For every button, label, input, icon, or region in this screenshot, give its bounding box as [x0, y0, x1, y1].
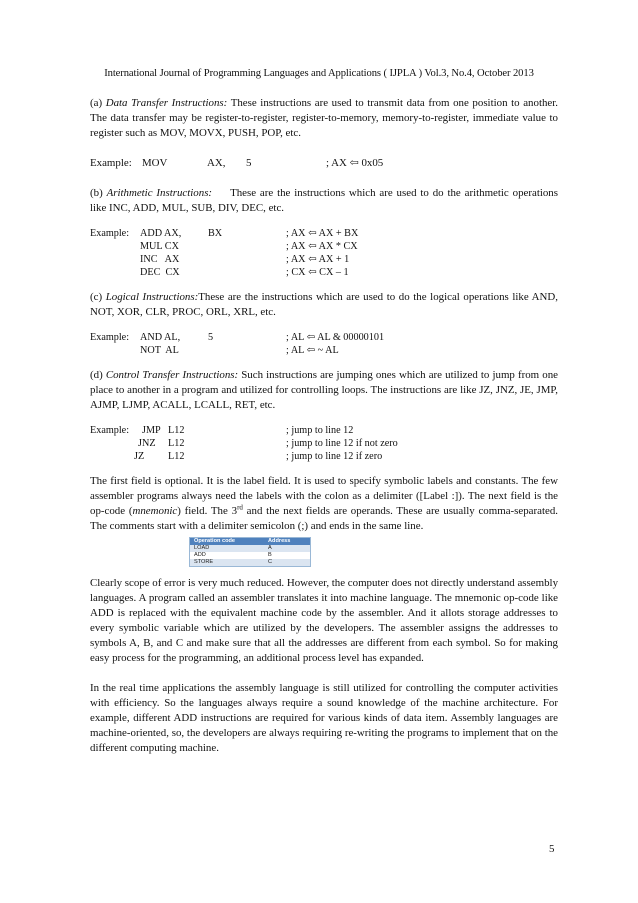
text-run: The first field is optional. It is the label field. It is used to specify symbolic labels and constants. The few assembler programs always need the labels with the colon as a delimiter ([Label :]). The next field is the op-code ( [90, 475, 558, 517]
section-logical [90, 290, 558, 320]
code-op: INC AX [140, 254, 180, 265]
code-arg: L12 [168, 438, 185, 449]
section-arithmetic [90, 186, 558, 216]
code-line [90, 253, 558, 266]
example-label: Example: [90, 157, 132, 169]
section-title: Data Transfer Instructions: [105, 97, 228, 109]
table-row [190, 545, 311, 552]
table-header-row [190, 538, 311, 546]
code-op: MUL CX [140, 241, 179, 252]
paragraph-scope: Clearly scope of error is very much reduced. However, the computer does not directly understand assembly languages. A program called an assembler translates it into machine language. The mnemonic op-code like ADD is replaced with the equivalent machine code by the assembler. And it allots storage addresses to every symbolic variable which are utilized by the developers. The assembler assigns the addresses to symbols A, B, and C and make sure that all the addresses are different from each symbol. So for making easy process for the programming, an additional process level has expanded. [90, 577, 559, 664]
section-text: These are the instructions which are used to do the arithmetic operations like INC, ADD, MUL, SUB, DIV, DEC, etc. [90, 187, 558, 214]
section-text: These are the instructions which are used to do the logical operations like AND, NOT, XOR, CLR, PROC, ORL, XRL, etc. [90, 291, 558, 318]
table-header: Address [264, 538, 310, 546]
section-control-transfer [90, 368, 558, 413]
code-line [90, 344, 558, 357]
code-op: JZ [134, 451, 145, 462]
opcode-address-table [189, 537, 311, 567]
section-title: Arithmetic Instructions: [106, 187, 213, 199]
table-cell: C [264, 559, 310, 567]
example-label: Example: [90, 425, 130, 436]
code-op: NOT AL [140, 345, 179, 356]
table-cell: A [264, 545, 310, 552]
section-prefix: (a) [90, 97, 106, 109]
section-data-transfer [90, 96, 558, 141]
example-arg2: 5 [246, 157, 252, 169]
text-run: and the next fields are operands. These are usually comma-separated. The comments start with a delimiter semicolon (;) and ends in the same line. [90, 505, 558, 532]
code-line [90, 266, 558, 279]
section-title: Logical Instructions: [105, 291, 199, 303]
code-comment: ; jump to line 12 if not zero [286, 438, 398, 449]
table-row [190, 559, 311, 567]
code-comment: ; AL ⇦ ~ AL [286, 345, 339, 356]
code-line [90, 331, 558, 344]
paragraph-realtime: In the real time applications the assembly language is still utilized for controlling the computer activities with efficiency. So the languages always require a sound knowledge of the machine architecture. For example, different ADD instructions are required for various kinds of data item. Assembly languages are machine-oriented, so, the developers are always requiring re-writing the programs to implement that on the different computing machine. [90, 682, 558, 754]
section-prefix: (d) [90, 369, 106, 381]
code-comment: ; jump to line 12 [286, 425, 354, 436]
code-arg: L12 [168, 451, 185, 462]
code-comment: ; CX ⇦ CX – 1 [286, 267, 349, 278]
example-arg1: AX, [207, 157, 226, 169]
table-cell: B [268, 552, 272, 558]
code-arg: 5 [208, 332, 214, 343]
paragraph-fields [90, 474, 558, 534]
mnemonic-term: mnemonic [132, 505, 178, 517]
table-cell: ADD [194, 552, 206, 558]
example-op: MOV [142, 157, 168, 169]
code-op: AND AL, [140, 332, 181, 343]
page-body [90, 96, 558, 756]
code-arg: BX [208, 228, 223, 239]
code-line [90, 437, 558, 450]
code-op: DEC CX [140, 267, 180, 278]
page-number: 5 [549, 843, 555, 855]
example-mov [90, 156, 558, 171]
section-text: Such instructions are jumping ones which are utilized to jump from one place to another in a program and utilized for controlling loops. The instructions are like JZ, JNZ, JE, JMP, AJMP, LJMP, ACALL, LCALL, RET, etc. [90, 369, 558, 411]
example-label: Example: [90, 332, 130, 343]
section-prefix: (b) [90, 187, 107, 199]
code-line [90, 227, 558, 240]
section-title: Control Transfer Instructions: [105, 369, 239, 381]
code-op: ADD AX, [140, 228, 182, 239]
code-op: JNZ [138, 438, 156, 449]
code-line [90, 424, 558, 437]
code-comment: ; AX ⇦ AX * CX [286, 241, 358, 252]
journal-header: International Journal of Programming Languages and Applications ( IJPLA ) Vol.3, No.4, October 2013 [104, 68, 534, 79]
code-comment: ; AX ⇦ AX + 1 [286, 254, 350, 265]
table-cell: STORE [190, 559, 265, 567]
code-line [90, 450, 558, 463]
section-text: These instructions are used to transmit data from one position to another. The data transfer may be register-to-register, register-to-memory, memory-to-register, immediate value to register such as MOV, MOVX, PUSH, POP, etc. [90, 97, 558, 139]
code-comment: ; AX ⇦ AX + BX [286, 228, 359, 239]
section-prefix: (c) [90, 291, 106, 303]
code-comment: ; jump to line 12 if zero [286, 451, 383, 462]
table-row [190, 552, 311, 559]
table-cell: LOAD [190, 545, 265, 552]
text-run: ) field. The 3 [177, 505, 238, 517]
table-header: Operation code [190, 538, 265, 546]
example-label: Example: [90, 228, 130, 239]
superscript: rd [237, 503, 243, 512]
code-op: JMP [142, 425, 161, 436]
example-comment: ; AX ⇦ 0x05 [326, 157, 384, 169]
code-arg: L12 [168, 425, 185, 436]
code-line [90, 240, 558, 253]
code-comment: ; AL ⇦ AL & 00000101 [286, 332, 385, 343]
